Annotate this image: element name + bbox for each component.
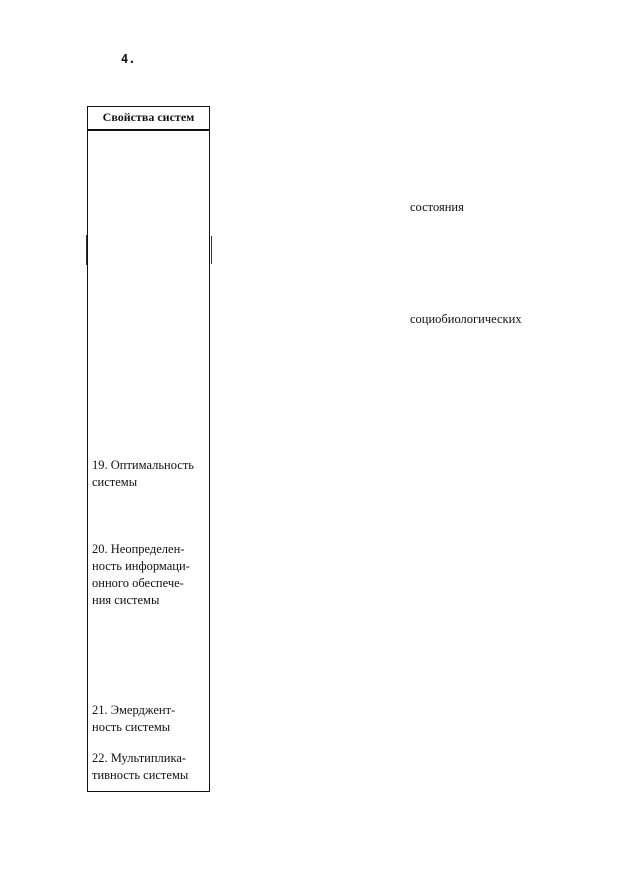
property-line: тивность системы <box>92 768 189 782</box>
property-20 <box>92 541 212 609</box>
page-number: 4. <box>121 52 136 66</box>
scan-artifact <box>211 236 212 264</box>
property-19 <box>92 457 212 491</box>
property-22 <box>92 750 212 784</box>
property-line: ность информаци- <box>92 559 190 573</box>
property-21 <box>92 702 212 736</box>
right-text-word: социобиологических <box>410 312 522 326</box>
property-line: 21. Эмерджент- <box>92 703 176 717</box>
scan-artifact <box>86 235 87 265</box>
properties-table <box>87 106 210 792</box>
right-text-word: состояния <box>410 200 464 214</box>
property-line: ность системы <box>92 720 171 734</box>
property-line: 20. Неопределен- <box>92 542 185 556</box>
table-header: Свойства систем <box>88 107 209 131</box>
property-line: 19. Оптимальность <box>92 458 195 472</box>
property-line: ния системы <box>92 593 160 607</box>
property-line: 22. Мультиплика- <box>92 751 187 765</box>
property-line: онного обеспече- <box>92 576 184 590</box>
property-line: системы <box>92 475 138 489</box>
